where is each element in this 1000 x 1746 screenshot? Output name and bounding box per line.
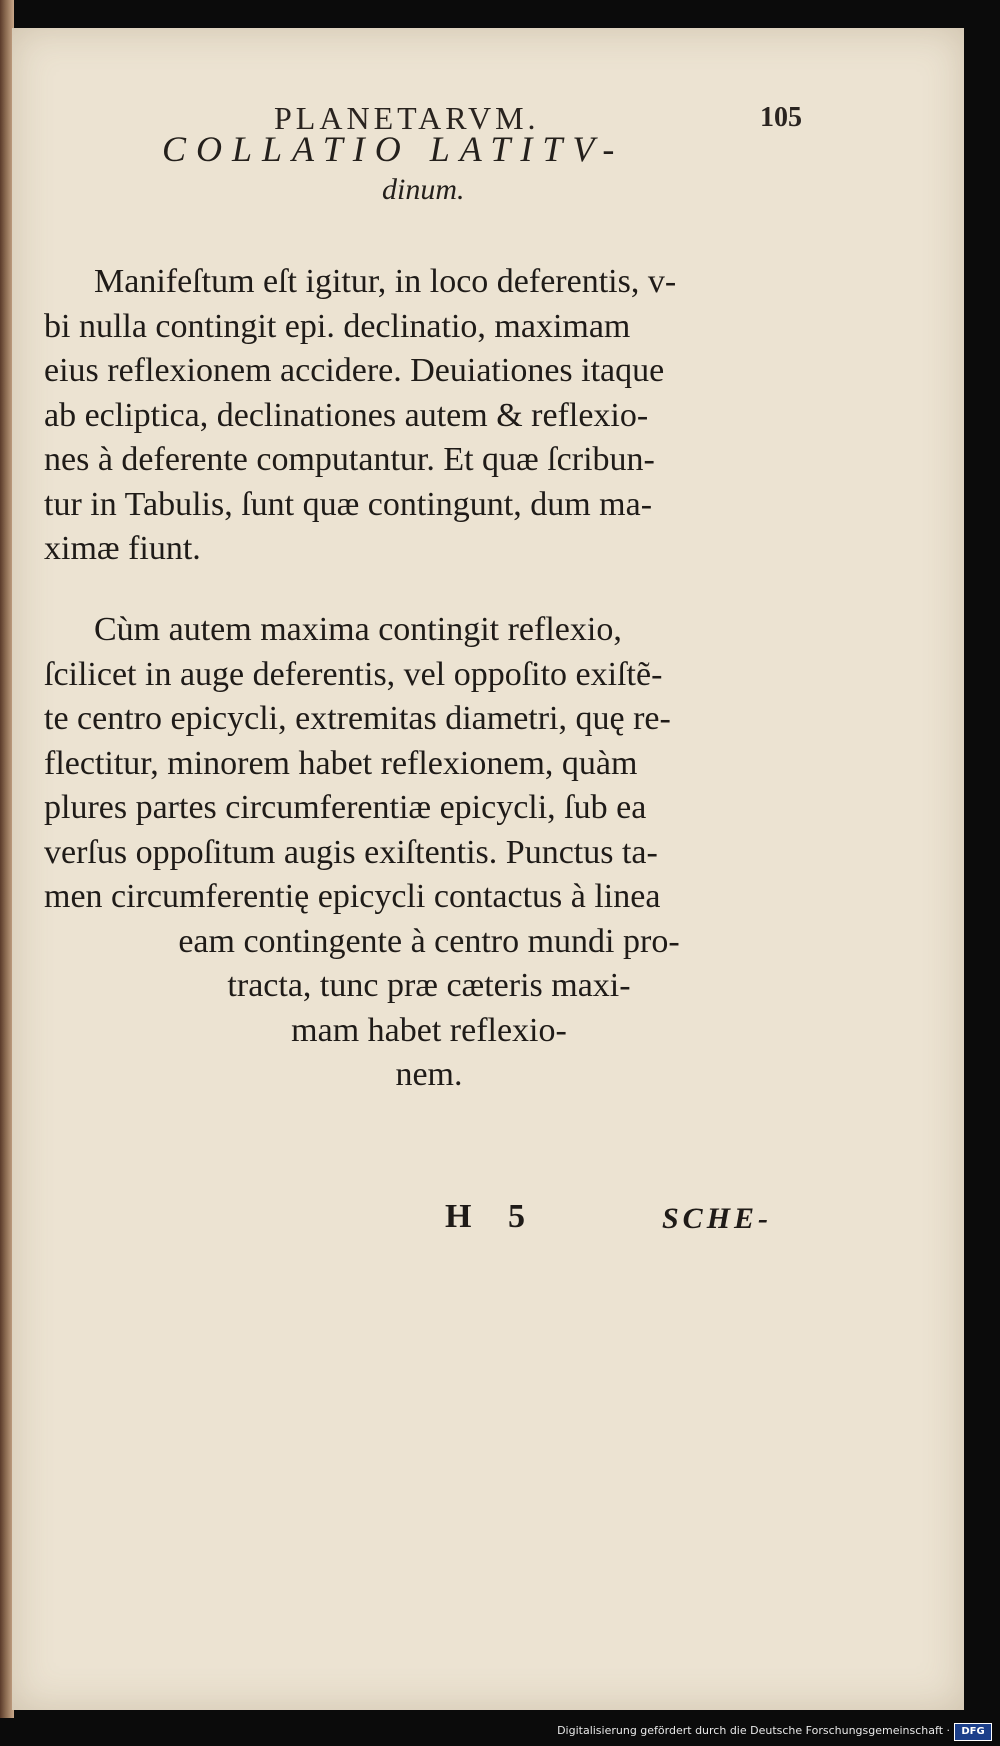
page-footer — [12, 1198, 964, 1248]
catchword: SCHE- — [662, 1202, 773, 1235]
paragraph-1 — [44, 260, 814, 572]
text-line-tapered: tracta, tunc præ cæteris maxi- — [227, 967, 631, 1004]
text-line: ab ecliptica, declinationes autem & reflexio- — [44, 396, 649, 434]
text-line: bi nulla contingit epi. declinatio, maximam — [44, 307, 631, 345]
text-line: verſus oppoſitum augis exiſtentis. Punctus ta- — [44, 833, 658, 871]
text-line: Cùm autem maxima contingit reflexio, — [94, 611, 622, 648]
text-line-tapered: nem. — [395, 1056, 463, 1093]
text-line: te centro epicycli, extremitas diametri, quę re- — [44, 700, 671, 737]
section-title-line-1: COLLATIO LATITV- — [162, 129, 625, 169]
running-head — [12, 70, 964, 136]
text-line: tur in Tabulis, ſunt quæ contingunt, dum ma- — [44, 485, 653, 523]
text-line: eius reflexionem accidere. Deuiationes itaque — [44, 352, 665, 389]
signature-mark: H 5 — [445, 1198, 539, 1235]
text-line: plures partes circumferentiæ epicycli, ſub ea — [44, 789, 647, 826]
text-line: nes à deferente computantur. Et quæ ſcribun- — [44, 441, 655, 478]
text-line-tapered: mam habet reflexio- — [291, 1011, 567, 1049]
text-line: ximæ fiunt. — [44, 530, 201, 567]
text-line: flectitur, minorem habet reflexionem, quàm — [44, 744, 638, 782]
credit-bar — [0, 1718, 1000, 1746]
book-page — [12, 28, 964, 1710]
text-line: men circumferentię epicycli contactus à linea — [44, 878, 661, 915]
text-line-tapered: eam contingente à centro mundi pro- — [178, 922, 680, 960]
section-title-line-2: dinum. — [382, 173, 465, 206]
running-title: PLANETARVM. — [274, 100, 540, 136]
text-line: Manifeſtum eſt igitur, in loco deferentis, v- — [94, 263, 677, 300]
page-number: 105 — [760, 102, 802, 133]
text-line: ſcilicet in auge deferentis, vel oppoſito exiſtẽ- — [44, 655, 663, 693]
funding-credit: Digitalisierung gefördert durch die Deutsche Forschungsgemeinschaft · — [557, 1724, 950, 1737]
paragraph-2 — [44, 608, 814, 1098]
dfg-logo-icon: DFG — [954, 1723, 992, 1741]
